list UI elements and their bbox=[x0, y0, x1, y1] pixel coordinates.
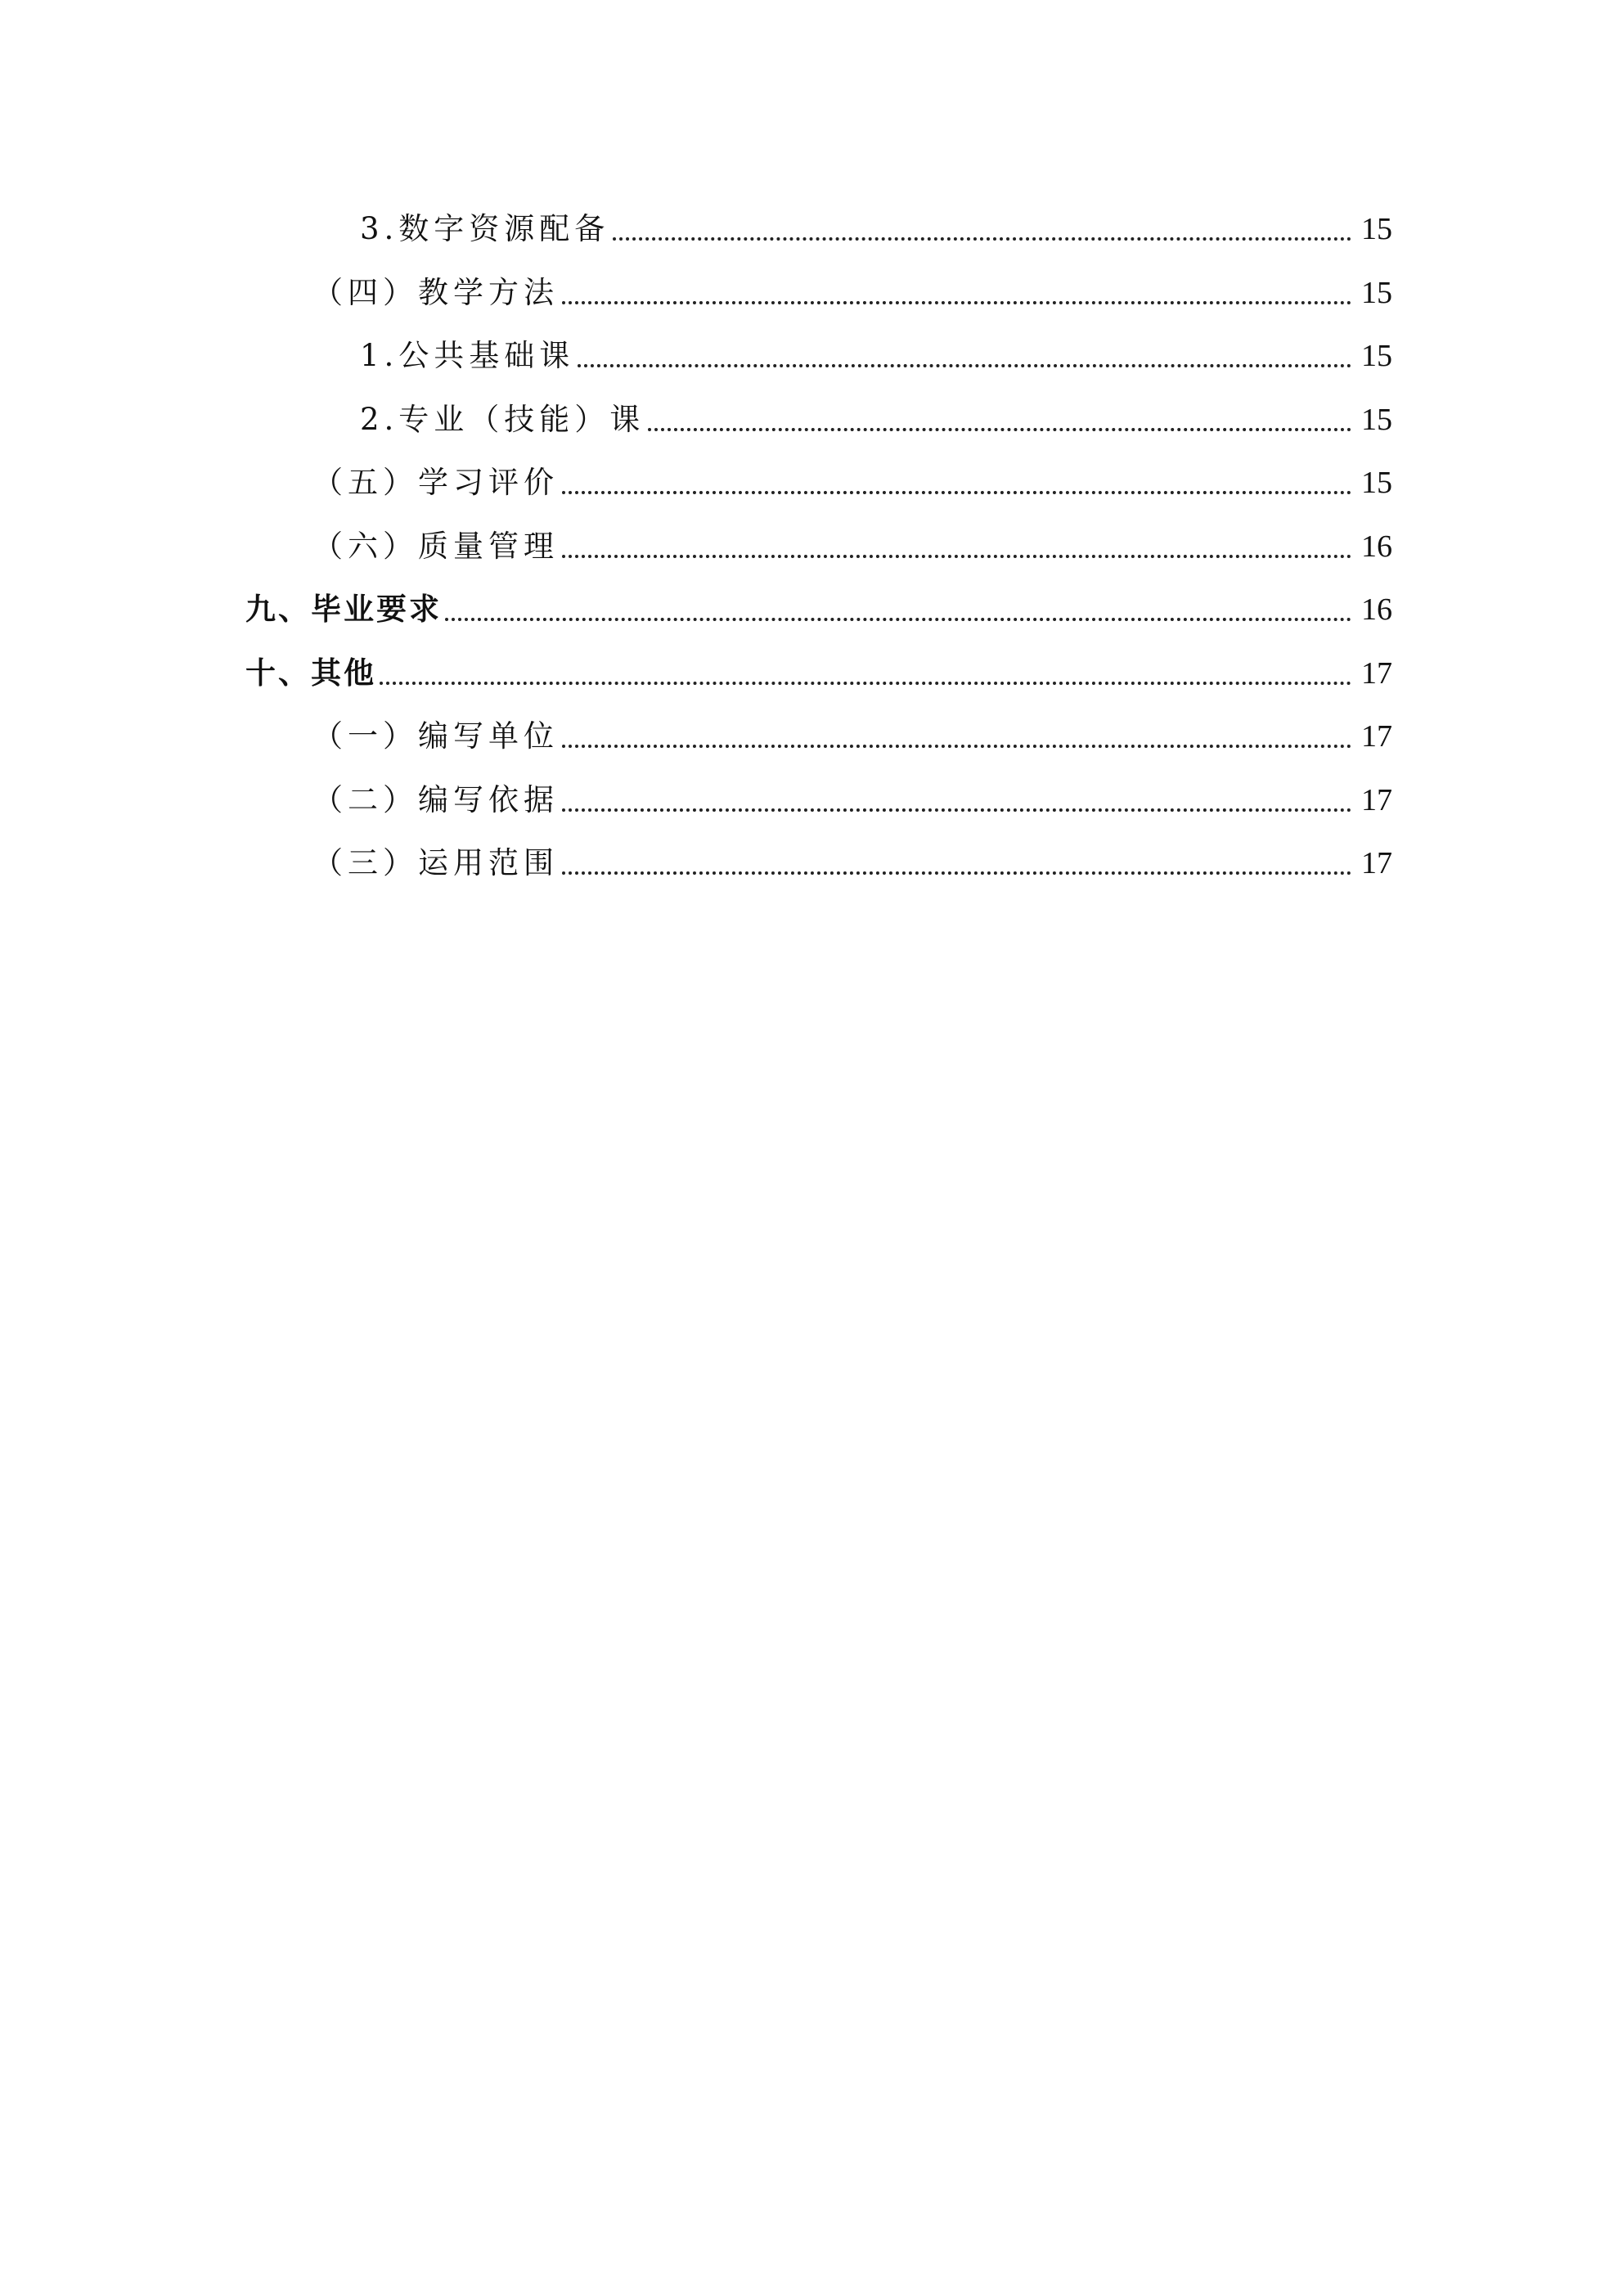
toc-entry-page-number: 17 bbox=[1361, 782, 1392, 817]
dot-leader bbox=[562, 718, 1351, 748]
dot-leader bbox=[445, 592, 1351, 621]
toc-entry[interactable] bbox=[245, 275, 1392, 339]
toc-entry-label: （二）编写依据 bbox=[312, 781, 559, 817]
toc-entry-label: 3.数字资源配备 bbox=[360, 211, 610, 246]
toc-entry-label: 2.专业（技能）课 bbox=[360, 401, 645, 437]
toc-entry-page-number: 17 bbox=[1361, 846, 1392, 880]
dot-leader bbox=[562, 275, 1351, 304]
toc-entry-label: （一）编写单位 bbox=[312, 718, 559, 754]
toc-entry-label: （四）教学方法 bbox=[312, 274, 559, 310]
dot-leader bbox=[562, 529, 1351, 558]
toc-entry-label: 1.公共基础课 bbox=[360, 338, 575, 373]
toc-entry-page-number: 15 bbox=[1361, 466, 1392, 500]
toc-entry[interactable] bbox=[245, 592, 1392, 655]
dot-leader bbox=[648, 402, 1351, 431]
toc-entry[interactable] bbox=[245, 718, 1392, 782]
dot-leader bbox=[578, 338, 1351, 367]
toc-entry[interactable] bbox=[245, 211, 1392, 275]
toc-entry-label: （六）质量管理 bbox=[312, 528, 559, 564]
toc-entry-page-number: 16 bbox=[1361, 529, 1392, 564]
dot-leader bbox=[613, 211, 1351, 241]
toc-entry[interactable] bbox=[245, 402, 1392, 466]
toc-entry-page-number: 15 bbox=[1361, 275, 1392, 310]
dot-leader bbox=[562, 845, 1351, 875]
toc-entry-page-number: 15 bbox=[1361, 339, 1392, 373]
toc-entry-label: 十、其他 bbox=[245, 655, 376, 691]
toc-entry-label: （三）运用范围 bbox=[312, 845, 559, 880]
toc-entry-label: （五）学习评价 bbox=[312, 465, 559, 500]
toc-entry-page-number: 16 bbox=[1361, 592, 1392, 627]
table-of-contents bbox=[245, 211, 1392, 909]
toc-entry[interactable] bbox=[245, 529, 1392, 592]
toc-entry[interactable] bbox=[245, 782, 1392, 846]
toc-entry-label: 九、毕业要求 bbox=[245, 592, 442, 627]
dot-leader bbox=[562, 465, 1351, 494]
toc-entry-page-number: 15 bbox=[1361, 212, 1392, 246]
dot-leader bbox=[562, 782, 1351, 812]
toc-entry-page-number: 17 bbox=[1361, 719, 1392, 754]
toc-entry-page-number: 15 bbox=[1361, 402, 1392, 437]
toc-entry[interactable] bbox=[245, 465, 1392, 529]
toc-entry[interactable] bbox=[245, 338, 1392, 402]
toc-entry[interactable] bbox=[245, 845, 1392, 909]
dot-leader bbox=[380, 655, 1351, 685]
toc-entry-page-number: 17 bbox=[1361, 655, 1392, 691]
toc-entry[interactable] bbox=[245, 655, 1392, 719]
